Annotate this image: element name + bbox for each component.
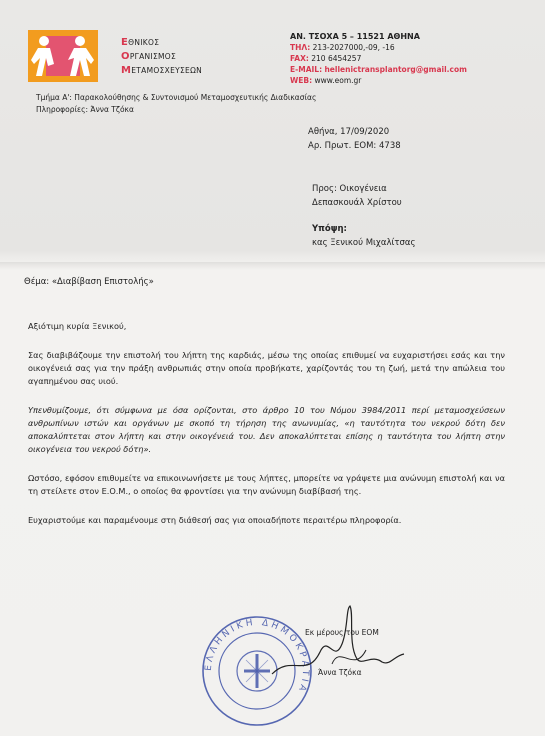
- signature-label: Εκ μέρους του ΕΟΜ: [305, 628, 379, 637]
- contact-block: ΑΝ. ΤΣΟΧΑ 5 – 11521 ΑΘΗΝΑ ΤΗΛ: 213-2027000,-09, -16 FAX: 210 6454257 E-MAIL: hellenictransplantorg@gmail.com WEB: www.eom.gr: [290, 32, 467, 85]
- paragraph-3: Ωστόσο, εφόσον επιθυμείτε να επικοινωνήσετε με τους λήπτες, μπορείτε να γράψετε μια ανώνυμη επιστολή και να τη στείλετε στον Ε.Ο.Μ., ο οποίος θα φροντίσει για την ανώνυμη διαβίβασή της.: [28, 473, 505, 496]
- website: www.eom.gr: [314, 76, 362, 85]
- date-protocol: [308, 125, 401, 153]
- paper-fold: [0, 262, 545, 270]
- phone: 213-2027000,-09, -16: [312, 43, 395, 52]
- organization-name: ΕΘΝΙΚΟΣ ΟΡΓΑΝΙΣΜΟΣ ΜΕΤΑΜΟΣΧΕΥΣΕΩΝ: [121, 37, 203, 76]
- salutation: Αξιότιμη κυρία Ξενικού,: [28, 321, 127, 331]
- attention: Υπόψη: κας Ξενικού Μιχαλίτσας: [312, 224, 416, 248]
- department-info: Τμήμα Α': Παρακολούθησης & Συντονισμού Μεταμοσχευτικής Διαδικασίας Πληροφορίες: Άννα Τζόκα: [36, 93, 317, 114]
- protocol-number: Αρ. Πρωτ. ΕΟΜ: 4738: [308, 141, 401, 151]
- fax: 210 6454257: [311, 54, 362, 63]
- subject-line: Θέμα: «Διαβίβαση Επιστολής»: [24, 277, 154, 287]
- recipient: Προς: Οικογένεια Δεπασκουάλ Χρίστου: [312, 184, 402, 208]
- date: Αθήνα, 17/09/2020: [308, 127, 390, 137]
- email: hellenictransplantorg@gmail.com: [324, 65, 467, 74]
- paragraph-4: Ευχαριστούμε και παραμένουμε στη διάθεσή σας για οποιαδήποτε περαιτέρω πληροφορία.: [28, 515, 402, 525]
- letter-body: [28, 320, 505, 543]
- signatory-name: Άννα Τζόκα: [318, 668, 362, 677]
- seal-text: ΕΛΛΗΝΙΚΗ ΔΗΜΟΚΡΑΤΙΑ: [203, 617, 311, 696]
- address: ΑΝ. ΤΣΟΧΑ 5 – 11521 ΑΘΗΝΑ: [290, 32, 420, 41]
- handwritten-signature: [262, 604, 412, 694]
- paragraph-2: Υπενθυμίζουμε, ότι σύμφωνα με όσα ορίζονται, στο άρθρο 10 του Νόμου 3984/2011 περί μεταμοσχεύσεων ανθρωπίνων ιστών και οργάνων με σκοπό τη τήρηση της ανωνυμίας, «η ταυτότητα του νεκρού δότη δεν αποκαλύπτεται στον λήπτη και στην οικογένειά του. Δεν αποκαλύπτεται επίσης η ταυτότητα του λήπτη στην οικογένεια του νεκρού δότη».: [28, 405, 505, 454]
- eom-logo: [28, 30, 98, 82]
- paragraph-1: Σας διαβιβάζουμε την επιστολή του λήπτη της καρδιάς, μέσω της οποίας επιθυμεί να ευχαριστήσει εσάς και την οικογένειά σας για την πράξη ανθρωπιάς στην οποία προβήκατε, χαρίζοντάς του τη ζωή, μετά την απώλεια του αγαπημένου σας υιού.: [28, 350, 505, 386]
